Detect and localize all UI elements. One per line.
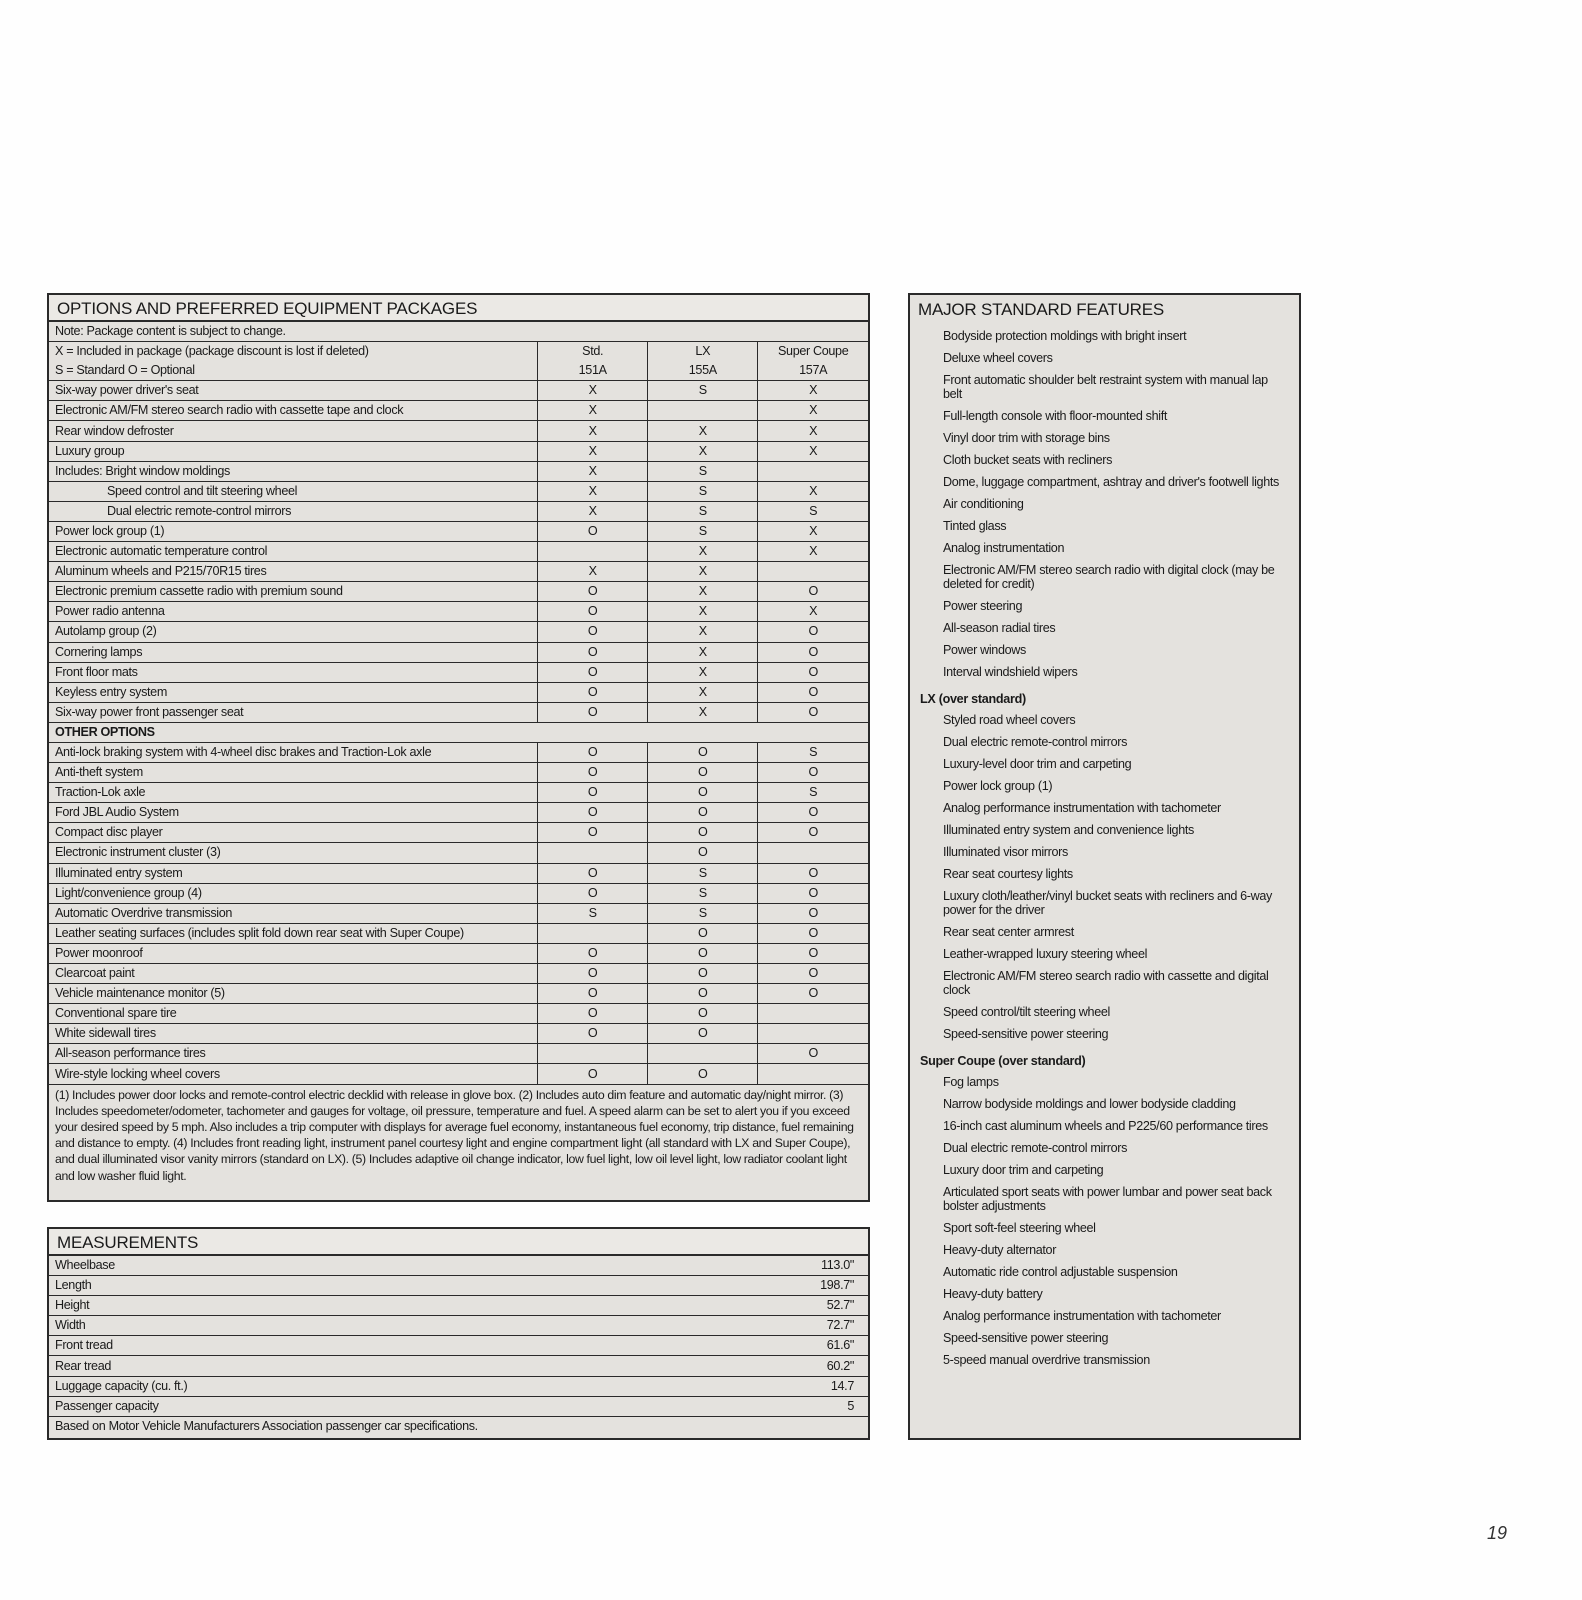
- option-label: Vehicle maintenance monitor (5): [49, 984, 538, 1004]
- option-label: Electronic instrument cluster (3): [49, 843, 538, 863]
- lx-availability: O: [648, 923, 758, 943]
- feature-item: Speed control/tilt steering wheel: [943, 1005, 1110, 1019]
- super-coupe-availability: X: [758, 602, 868, 622]
- measurement-label: Front tread: [49, 1336, 459, 1356]
- option-label: White sidewall tires: [49, 1024, 538, 1044]
- feature-item: 16-inch cast aluminum wheels and P225/60 performance tires: [943, 1119, 1268, 1133]
- table-row: [49, 1044, 868, 1064]
- package-note: Note: Package content is subject to change.: [55, 324, 286, 339]
- option-label: Leather seating surfaces (includes split fold down rear seat with Super Coupe): [49, 923, 538, 943]
- lx-availability: O: [648, 1004, 758, 1024]
- measurements-panel: [47, 1227, 870, 1440]
- std-availability: [538, 1044, 648, 1064]
- std-availability: O: [538, 702, 648, 722]
- super-coupe-availability: O: [758, 803, 868, 823]
- std-availability: O: [538, 622, 648, 642]
- super-coupe-availability: [758, 461, 868, 481]
- option-label: Aluminum wheels and P215/70R15 tires: [49, 562, 538, 582]
- options-packages-panel: [47, 293, 870, 1202]
- std-availability: X: [538, 501, 648, 521]
- lx-availability: O: [648, 742, 758, 762]
- table-row: [49, 943, 868, 963]
- measurement-label: Rear tread: [49, 1356, 459, 1376]
- std-availability: O: [538, 763, 648, 783]
- std-availability: X: [538, 441, 648, 461]
- super-coupe-feature-list: [910, 1071, 1299, 1371]
- feature-item: Heavy-duty alternator: [943, 1243, 1057, 1257]
- super-coupe-availability: X: [758, 381, 868, 401]
- measurement-row: [49, 1396, 868, 1416]
- super-coupe-availability: O: [758, 582, 868, 602]
- table-row: [49, 903, 868, 923]
- super-coupe-availability: S: [758, 742, 868, 762]
- lx-availability: X: [648, 622, 758, 642]
- std-availability: O: [538, 823, 648, 843]
- measurement-row: [49, 1316, 868, 1336]
- super-coupe-availability: O: [758, 642, 868, 662]
- super-coupe-availability: X: [758, 401, 868, 421]
- measurement-note-row: [49, 1416, 868, 1436]
- super-coupe-availability: O: [758, 1044, 868, 1064]
- feature-item: Dual electric remote-control mirrors: [943, 1141, 1128, 1155]
- table-row: [49, 381, 868, 401]
- lx-availability: O: [648, 823, 758, 843]
- feature-item: Dome, luggage compartment, ashtray and driver's footwell lights: [943, 475, 1279, 489]
- super-coupe-availability: O: [758, 923, 868, 943]
- lx-availability: X: [648, 421, 758, 441]
- std-availability: X: [538, 461, 648, 481]
- table-row: [49, 823, 868, 843]
- feature-item: Tinted glass: [943, 519, 1007, 533]
- lx-availability: S: [648, 521, 758, 541]
- measurement-row: [49, 1336, 868, 1356]
- feature-item: Styled road wheel covers: [943, 713, 1076, 727]
- option-label: Anti-lock braking system with 4-wheel disc brakes and Traction-Lok axle: [49, 742, 538, 762]
- std-availability: X: [538, 562, 648, 582]
- option-label: Anti-theft system: [49, 763, 538, 783]
- lx-availability: X: [648, 702, 758, 722]
- option-label: Six-way power driver's seat: [49, 381, 538, 401]
- table-row: [49, 923, 868, 943]
- model-name-std: Std.: [538, 342, 648, 362]
- feature-item: Luxury-level door trim and carpeting: [943, 757, 1132, 771]
- std-availability: O: [538, 521, 648, 541]
- table-row: [49, 1024, 868, 1044]
- std-availability: O: [538, 742, 648, 762]
- option-label: Keyless entry system: [49, 682, 538, 702]
- std-availability: O: [538, 1024, 648, 1044]
- feature-item: Speed-sensitive power steering: [943, 1027, 1109, 1041]
- table-row: [49, 582, 868, 602]
- feature-item: Illuminated visor mirrors: [943, 845, 1068, 859]
- feature-item: Sport soft-feel steering wheel: [943, 1221, 1096, 1235]
- std-availability: X: [538, 401, 648, 421]
- lx-availability: O: [648, 803, 758, 823]
- feature-item: Power lock group (1): [943, 779, 1053, 793]
- measurement-row: [49, 1356, 868, 1376]
- option-label: Ford JBL Audio System: [49, 803, 538, 823]
- std-availability: O: [538, 883, 648, 903]
- super-coupe-availability: X: [758, 481, 868, 501]
- std-availability: O: [538, 783, 648, 803]
- table-row: [49, 1064, 868, 1084]
- measurements-title: MEASUREMENTS: [49, 1229, 868, 1256]
- table-row: [49, 742, 868, 762]
- lx-availability: S: [648, 863, 758, 883]
- model-name-sc: Super Coupe: [758, 342, 868, 362]
- feature-item: Interval windshield wipers: [943, 665, 1078, 679]
- lx-availability: [648, 1044, 758, 1064]
- feature-item: Rear seat center armrest: [943, 925, 1074, 939]
- measurement-value: 52.7": [459, 1296, 869, 1316]
- super-coupe-availability: [758, 843, 868, 863]
- feature-item: Leather-wrapped luxury steering wheel: [943, 947, 1148, 961]
- measurement-value: 198.7": [459, 1276, 869, 1296]
- option-label: Clearcoat paint: [49, 964, 538, 984]
- feature-item: Automatic ride control adjustable suspension: [943, 1265, 1178, 1279]
- measurements-table: [49, 1256, 868, 1436]
- lx-availability: X: [648, 441, 758, 461]
- table-row: [49, 481, 868, 501]
- measurement-value: 72.7": [459, 1316, 869, 1336]
- std-availability: X: [538, 381, 648, 401]
- std-availability: O: [538, 682, 648, 702]
- super-coupe-availability: S: [758, 783, 868, 803]
- super-coupe-availability: X: [758, 441, 868, 461]
- lx-availability: S: [648, 381, 758, 401]
- feature-item: Bodyside protection moldings with bright insert: [943, 329, 1187, 343]
- super-coupe-availability: O: [758, 622, 868, 642]
- table-row: [49, 863, 868, 883]
- measurement-label: Width: [49, 1316, 459, 1336]
- std-availability: O: [538, 1004, 648, 1024]
- super-coupe-availability: X: [758, 421, 868, 441]
- option-label: Electronic AM/FM stereo search radio with cassette tape and clock: [49, 401, 538, 421]
- option-label: Conventional spare tire: [49, 1004, 538, 1024]
- lx-availability: S: [648, 883, 758, 903]
- lx-availability: O: [648, 763, 758, 783]
- std-availability: X: [538, 421, 648, 441]
- super-coupe-availability: [758, 1004, 868, 1024]
- super-coupe-availability: [758, 1064, 868, 1084]
- feature-item: Vinyl door trim with storage bins: [943, 431, 1110, 445]
- measurement-row: [49, 1256, 868, 1276]
- other-options-heading: OTHER OPTIONS: [49, 722, 868, 742]
- option-label: Automatic Overdrive transmission: [49, 903, 538, 923]
- super-coupe-availability: O: [758, 943, 868, 963]
- legend-row-2: [49, 361, 868, 381]
- lx-availability: X: [648, 682, 758, 702]
- option-label: Autolamp group (2): [49, 622, 538, 642]
- super-coupe-availability: X: [758, 521, 868, 541]
- feature-item: Articulated sport seats with power lumbar and power seat back bolster adjustments: [943, 1185, 1272, 1213]
- lx-availability: O: [648, 1064, 758, 1084]
- super-coupe-availability: O: [758, 863, 868, 883]
- option-label: Compact disc player: [49, 823, 538, 843]
- table-row: [49, 421, 868, 441]
- std-availability: O: [538, 642, 648, 662]
- super-coupe-features-heading: Super Coupe (over standard): [920, 1054, 1086, 1068]
- feature-item: Dual electric remote-control mirrors: [943, 735, 1128, 749]
- table-row: [49, 783, 868, 803]
- lx-availability: O: [648, 843, 758, 863]
- super-coupe-availability: O: [758, 823, 868, 843]
- super-coupe-availability: O: [758, 682, 868, 702]
- option-label: Light/convenience group (4): [49, 883, 538, 903]
- super-coupe-availability: O: [758, 984, 868, 1004]
- feature-item: Analog instrumentation: [943, 541, 1065, 555]
- feature-item: 5-speed manual overdrive transmission: [943, 1353, 1150, 1367]
- lx-features-heading: LX (over standard): [920, 692, 1026, 706]
- table-row: [49, 763, 868, 783]
- feature-item: Cloth bucket seats with recliners: [943, 453, 1113, 467]
- std-availability: [538, 542, 648, 562]
- feature-item: Speed-sensitive power steering: [943, 1331, 1109, 1345]
- feature-item: Illuminated entry system and convenience lights: [943, 823, 1194, 837]
- table-row: [49, 461, 868, 481]
- model-code-sc: 157A: [758, 361, 868, 381]
- measurement-value: 5: [459, 1396, 869, 1416]
- std-availability: S: [538, 903, 648, 923]
- option-label: Cornering lamps: [49, 642, 538, 662]
- lx-availability: [648, 401, 758, 421]
- lx-availability: O: [648, 943, 758, 963]
- measurement-label: Length: [49, 1276, 459, 1296]
- option-label: Front floor mats: [49, 662, 538, 682]
- lx-availability: O: [648, 1024, 758, 1044]
- lx-availability: S: [648, 903, 758, 923]
- measurement-row: [49, 1276, 868, 1296]
- option-label: Dual electric remote-control mirrors: [49, 501, 538, 521]
- option-label: Traction-Lok axle: [49, 783, 538, 803]
- std-availability: O: [538, 582, 648, 602]
- lx-availability: X: [648, 582, 758, 602]
- measurement-label: Height: [49, 1296, 459, 1316]
- table-row: [49, 662, 868, 682]
- std-availability: O: [538, 1064, 648, 1084]
- option-label: Electronic automatic temperature control: [49, 542, 538, 562]
- table-row: [49, 562, 868, 582]
- lx-availability: S: [648, 461, 758, 481]
- feature-item: Narrow bodyside moldings and lower bodyside cladding: [943, 1097, 1236, 1111]
- feature-item: Power windows: [943, 643, 1026, 657]
- measurement-value: 14.7: [459, 1376, 869, 1396]
- std-availability: O: [538, 943, 648, 963]
- feature-item: Heavy-duty battery: [943, 1287, 1043, 1301]
- feature-item: All-season radial tires: [943, 621, 1056, 635]
- std-availability: X: [538, 481, 648, 501]
- table-row: [49, 622, 868, 642]
- measurement-label: Luggage capacity (cu. ft.): [49, 1376, 459, 1396]
- lx-availability: S: [648, 481, 758, 501]
- feature-item: Power steering: [943, 599, 1023, 613]
- standard-feature-list: [910, 325, 1299, 683]
- super-coupe-availability: O: [758, 702, 868, 722]
- option-label: Includes: Bright window moldings: [49, 461, 538, 481]
- option-label: Power radio antenna: [49, 602, 538, 622]
- table-row: [49, 441, 868, 461]
- other-options-heading-row: [49, 722, 868, 742]
- features-title: MAJOR STANDARD FEATURES: [918, 300, 1165, 319]
- options-table: [49, 322, 868, 1084]
- feature-item: Analog performance instrumentation with tachometer: [943, 1309, 1221, 1323]
- table-row: [49, 803, 868, 823]
- option-label: Wire-style locking wheel covers: [49, 1064, 538, 1084]
- table-row: [49, 702, 868, 722]
- option-label: Electronic premium cassette radio with premium sound: [49, 582, 538, 602]
- legend-line-2: S = Standard O = Optional: [55, 363, 195, 378]
- measurement-label: Passenger capacity: [49, 1396, 459, 1416]
- legend-row-1: [49, 342, 868, 362]
- std-availability: O: [538, 803, 648, 823]
- feature-item: Fog lamps: [943, 1075, 999, 1089]
- feature-item: Electronic AM/FM stereo search radio with cassette and digital clock: [943, 969, 1269, 997]
- option-label: Power moonroof: [49, 943, 538, 963]
- measurement-value: 61.6": [459, 1336, 869, 1356]
- option-label: Six-way power front passenger seat: [49, 702, 538, 722]
- options-footnotes: (1) Includes power door locks and remote-control electric decklid with release in glove box. (2) Includes auto dim feature and automatic day/night mirror. (3) Includes speedometer/odometer, tachometer and gauges for voltage, oil pressure, temperature and fuel. A speed alarm can be set to alert you if you exceed your desired speed by 5 mph. Also includes a trip computer with displays for average fuel economy, instantaneous fuel economy, trip distance, fuel remaining and distance to empty. (4) Includes front reading light, instrument panel courtesy light and engine compartment light (all standard with LX and Super Coupe), and dual illuminated visor vanity mirrors (standard on LX). (5) Includes adaptive oil change indicator, low fuel light, low oil level light, low radiator coolant light and low washer fluid light.: [49, 1084, 868, 1186]
- measurement-value: 60.2": [459, 1356, 869, 1376]
- option-label: Rear window defroster: [49, 421, 538, 441]
- table-row: [49, 964, 868, 984]
- table-row: [49, 883, 868, 903]
- option-label: Luxury group: [49, 441, 538, 461]
- table-row: [49, 682, 868, 702]
- feature-item: Luxury door trim and carpeting: [943, 1163, 1104, 1177]
- feature-item: Front automatic shoulder belt restraint system with manual lap belt: [943, 373, 1268, 401]
- lx-availability: S: [648, 501, 758, 521]
- note-row: [49, 322, 868, 342]
- feature-item: Electronic AM/FM stereo search radio with digital clock (may be deleted for credit): [943, 563, 1275, 591]
- legend-line-1: X = Included in package (package discount is lost if deleted): [49, 342, 538, 362]
- feature-item: Full-length console with floor-mounted shift: [943, 409, 1167, 423]
- std-availability: O: [538, 602, 648, 622]
- table-row: [49, 401, 868, 421]
- measurement-row: [49, 1296, 868, 1316]
- model-code-std: 151A: [538, 361, 648, 381]
- lx-availability: X: [648, 642, 758, 662]
- table-row: [49, 501, 868, 521]
- std-availability: O: [538, 662, 648, 682]
- std-availability: O: [538, 863, 648, 883]
- table-row: [49, 602, 868, 622]
- model-code-lx: 155A: [648, 361, 758, 381]
- super-coupe-availability: O: [758, 662, 868, 682]
- feature-item: Analog performance instrumentation with tachometer: [943, 801, 1221, 815]
- measurement-label: Wheelbase: [55, 1258, 115, 1273]
- lx-availability: X: [648, 562, 758, 582]
- measurement-row: [49, 1376, 868, 1396]
- page-number: 19: [1487, 1523, 1508, 1543]
- option-label: Illuminated entry system: [49, 863, 538, 883]
- table-row: [49, 521, 868, 541]
- lx-availability: O: [648, 964, 758, 984]
- lx-availability: O: [648, 984, 758, 1004]
- option-label: Power lock group (1): [49, 521, 538, 541]
- lx-feature-list: [910, 709, 1299, 1045]
- super-coupe-availability: O: [758, 883, 868, 903]
- lx-availability: X: [648, 662, 758, 682]
- options-title: OPTIONS AND PREFERRED EQUIPMENT PACKAGES: [49, 295, 868, 322]
- super-coupe-availability: X: [758, 542, 868, 562]
- std-availability: O: [538, 964, 648, 984]
- super-coupe-availability: O: [758, 763, 868, 783]
- super-coupe-availability: [758, 1024, 868, 1044]
- super-coupe-availability: [758, 562, 868, 582]
- std-availability: O: [538, 984, 648, 1004]
- table-row: [49, 843, 868, 863]
- table-row: [49, 1004, 868, 1024]
- std-availability: [538, 843, 648, 863]
- lx-availability: O: [648, 783, 758, 803]
- super-coupe-availability: O: [758, 903, 868, 923]
- table-row: [49, 642, 868, 662]
- standard-features-panel: [908, 293, 1301, 1440]
- feature-item: Luxury cloth/leather/vinyl bucket seats with recliners and 6-way power for the driver: [943, 889, 1272, 917]
- option-label: Speed control and tilt steering wheel: [49, 481, 538, 501]
- table-row: [49, 984, 868, 1004]
- feature-item: Air conditioning: [943, 497, 1024, 511]
- model-name-lx: LX: [648, 342, 758, 362]
- option-label: All-season performance tires: [49, 1044, 538, 1064]
- table-row: [49, 542, 868, 562]
- feature-item: Rear seat courtesy lights: [943, 867, 1073, 881]
- super-coupe-availability: S: [758, 501, 868, 521]
- lx-availability: X: [648, 542, 758, 562]
- lx-availability: X: [648, 602, 758, 622]
- measurement-value: 113.0": [821, 1258, 854, 1273]
- std-availability: [538, 923, 648, 943]
- measurement-note: Based on Motor Vehicle Manufacturers Association passenger car specifications.: [49, 1416, 868, 1436]
- feature-item: Deluxe wheel covers: [943, 351, 1053, 365]
- super-coupe-availability: O: [758, 964, 868, 984]
